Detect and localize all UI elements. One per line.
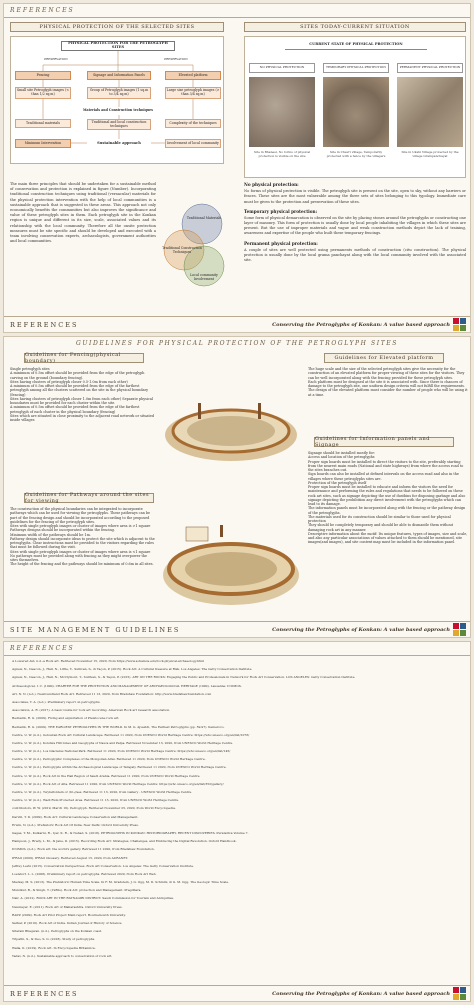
pathway-item: Pathway design should incorporate ideas to protect the site which is adjacent to the petroglyphs. Clear instructions must be provided to the visitors regarding the rules that must be followed during the visit. (10, 536, 155, 550)
flowchart-connectors (11, 37, 225, 165)
signage-guidelines-tag: Guidelines for Information panels and Signage (314, 437, 454, 447)
reference-entry: Centre, U. W. (n.d.). Wadi Rum Protected Area. Retrieved 11 13, 2020, from UNESCO World Heritage Centre. (12, 799, 180, 803)
group-site-node: Group of Petroglyph images (1 sq.m to 3/4 sq.m) (87, 87, 151, 99)
permanent-protection-title: Permanent physical protection: (244, 240, 318, 246)
reference-entry: Bednarik, R. G. (2009). Fixing and exploitation of Pleistocene rock art. (12, 717, 120, 721)
pathway-item: The height of the fencing and the pathways should be minimum of 0.6m in all sites. (10, 562, 154, 567)
reference-entry: A Lowered Aid, n.d.-a Rock art. Retrieved November 15, 2020, from https://www.sohamca.edu/rock-physical-archaeology.html (12, 660, 205, 663)
reference-entry: RAPP. (2009). Rock Art Pilot Project Main report. Bournemouth University. (12, 913, 126, 917)
signage-item: Descriptive information about the motif: Its unique features, types of images, size and scale, and also any particular associations of values attached to them should be mentioned, site images(and images), and site context map must be included in the information panel. (308, 531, 468, 545)
venn-construction-techniques: Traditional Construction Techniques (162, 246, 202, 254)
fencing-item: A minimum of 0.5m offset should be provided from the edge of the farthest petroglyph of each cluster in the physical boundary (fencing) (10, 405, 140, 414)
small-site-node: Small site Petroglyph images (< than 1/2 sq.m) (15, 87, 71, 99)
signage-item: Protection of the petroglyph itself (308, 480, 367, 485)
temporary-protection-text: Some form of physical demarcation is observed on the site by placing stones around the petroglyphs or constructing one layer of masonry. This form of protection is usually done by local people inhabiting the villages in which these sites are present. But the use of improper materials and vague and weak construction methods depict the lack of training, awareness and expertise of the people who built these temporary fencings. (244, 215, 466, 236)
elevated-node: Elevated platform (165, 71, 221, 80)
protection-flowchart (10, 36, 224, 164)
elevated-item: Each platform must be designed at the site it is associated with. Since there is chances of damage to the petroglyph site, one uniform design criteria will not fulfill the requirements. (308, 379, 465, 388)
reference-entry: Loendorf, L. L. (2008). Preliminary report on petroglyphs. Retrieved 2020, from Rock Art Web. (12, 872, 157, 876)
signage-item: Proper sign boards must be installed to educate and inform the visitors the need for maintenance and performing the rules and regulations that needs to be followed on these rock art sites, such as signage depicting the use of dustbins for disposing garbage and also signage depicting the prohibition any direct involvement with the petroglyphs which can lead to its damage. (308, 485, 466, 506)
right-section-tag: SITES TODAY-CURRENT SITUATION (244, 22, 466, 32)
elevated-guidelines-list (308, 367, 468, 431)
intro-paragraph: The main three principles that should be undertaken for a sustainable method of conservation and protection is explained in figure (Number). Incorporating traditional construction techniques using traditional (vernacular) materials for the physical protection intervention with the help of local communities is a sustainable approach that is suggested in these areas. This approach not only economically benefits the communities but also improves the significance and value of these petroglyph sites in them. Each petroglyph site in the Konkan region is unique and different in its size, scale, associated values and its relationship with the local community. Therefore all the onsite protection measures must be site specific and should be developed and executed with a team involving conservation experts, archaeologists, government authorities and local communities. (10, 182, 156, 244)
signage-item: Access and location of the petroglyphs (308, 455, 375, 460)
reference-entry: Centre, U. W. (n.d.). Twyfelfontein or /Ui-//aes. Retrieved 11 13, 2020, from Gallery - UNESCO World Heritage Centre. (12, 791, 193, 794)
reference-entry: Neumayer, E. (2011). Rock Art of Maharashtra. Oxford University Press. (12, 905, 123, 909)
fencing-item: Sites having clusters of petroglyph closer 1.0m from each other) Separate physical boundaries must be provided for each cluster within the site. (10, 396, 154, 405)
panel-header (4, 4, 470, 18)
footer-label: REFERENCES (10, 989, 79, 998)
signage-guidelines-list (308, 451, 468, 619)
panel-header (4, 337, 470, 350)
protection-types-text (244, 182, 466, 314)
signage-item: Signage should be installed mostly for: (308, 451, 376, 455)
left-section-tag: PHYSICAL PROTECTION OF THE SELECTED SITES (10, 22, 224, 32)
reference-entry: Agnew, N., Deacon, J., Hall, N., McClymont, T., Sullivan, S., & Taçon, P. (2015). ART ON THE ROCKS: Engaging the Public and Professionals in Network for Rock Art Conservation. LOS ANGELES: Getty Conservation Institute. (12, 676, 356, 680)
signage-item: Proper sign boards must be installed to direct the visitors to the site, preferably starting from the nearest main roads (National and state highways) from where the access road to the sites branches out. (308, 459, 464, 472)
signage-item: They should be completely temporary and should be able to dismantle them without damaging rock art in any manner. (308, 523, 454, 532)
permanent-protection-text: A couple of sites are well protected using permanents methods of construction (citu construction). The physical protection is usually done by the local grama panchayat along with the local community involved with the associated site. (244, 247, 466, 263)
section-title: REFERENCES (10, 645, 75, 652)
elevated-item: The huge scale and the size of the selected petroglyph sites give the necessity for the construction of an elevated platform for proper viewing of these sites for the visitors. They can be well incorporated along with the fencing provided for these petroglyph sites. (308, 367, 465, 380)
panel-footer (4, 621, 470, 637)
elevated-platform-render (158, 497, 304, 621)
panel-footer (4, 985, 470, 1001)
current-state-title: CURRENT STATE OF PHYSICAL PROTECTION (285, 41, 427, 50)
reference-entry: Tripathi, S., & Deo, S. G. (2018). Study of petroglyphs. (12, 938, 96, 942)
reference-entry: Centre, U. W. (n.d.). Los Glaciares National Park. Retrieved 11 2020, from UNESCO World Heritage Centre: https://whc.unesco.org/en/list/145/ (12, 750, 231, 754)
reference-entry: Sitaram Bhagwan. (n.d.). Petroglyphs on the Konkan coast. (12, 930, 103, 934)
poster-subtitle: Conserving the Petroglyphs of Konkan: A value based approach (272, 321, 450, 328)
reference-entry: Agnew, N., Deacon, J., Hall, N., Little, T., Sullivan, S., & Taçon, P. (2015). Rock Art: A Cultural treasure at Risk. Los Angeles: The Getty Conservation Institute. (12, 668, 253, 672)
fenced-platform-render (158, 363, 304, 493)
reference-list (12, 660, 464, 982)
footer-label: REFERENCES (10, 320, 79, 329)
section-title: REFERENCES (10, 7, 75, 14)
fencing-guidelines-list (10, 367, 156, 463)
reference-entry: Hampson, J., Brady, L. M., & Jane, D. (2015). Recording Rock Art: Strategies, Challenges, and Embracing the Digital Revolution. Oxford Handbook. (12, 840, 237, 844)
reference-entry: Mackay, M. S. (2013). The Prehistoric Human Time Scale. In F. M. Gradstein, J. G. Ogg, M. D. Schmitz, & G. M. Ogg, The Geologic Time Scale. (12, 881, 229, 885)
poster-subtitle: Conserving the Petroglyphs of Konkan: A value based approach (272, 990, 450, 997)
pathway-item: Sites with single petroglyph images or cluster of images where area is <1 square (10, 549, 151, 554)
reference-entry: Nair, A. (2012). ROCK ART IN THE RATNAGIRI DISTRICT. Saudi Commission for Tourism and Antiquities. (12, 897, 175, 901)
references-panel (3, 641, 471, 1002)
flowchart-title: PHYSICAL PROTECTION FOR THE PETROGLYPH SITES (61, 41, 175, 51)
sustainable-approach-node: Sustainable approach (97, 140, 141, 145)
venn-community-involvement: Local community Involvement (190, 273, 218, 281)
footer-label: SITE MANAGEMENT GUIDELINES (10, 625, 181, 634)
section-title: GUIDELINES FOR PHYSICAL PROTECTION OF THE PETROGLYPH SITES (75, 340, 398, 347)
reference-entry: contributors, W. W. (2019, March 16). Petroglyph. Retrieved November 25, 2020, from World Encyclopedia. (12, 807, 176, 811)
fencing-node: Fencing (15, 71, 71, 80)
temporary-protection-caption: Site in Chavri village, Temporarily protected with a fence by the villagers (326, 150, 386, 158)
reference-entry: Association, A. R. (2017). A basic Guide for rock art recording. American Rock art research association. (12, 709, 171, 713)
panel-header (4, 642, 470, 656)
no-protection-label: NO PHYSICAL PROTECTION (249, 63, 315, 73)
reference-entry: Bednarik, R. G. (2009). THE EARLIEST PETROGLYPHS IN THE WORLD. In M. G. Ajvazidi, The Earliest Petroglyphs (pp. 59-97). Kemerovo. (12, 725, 225, 729)
reference-entry: Centre, U. W. (n.d.). Rock Art in the Hail Region of Saudi Arabia. Retrieved 11 2020, from UNESCO World Heritage Centre. (12, 774, 201, 778)
reference-entry: Centre, U. W. (n.d.). Petroglyphs within the Archaeological Landscape of Tamgaly. Retrieved 11 2020, from UNESCO World Heritage Centre. (12, 766, 227, 770)
fencing-item: Single petroglyph sites (10, 367, 50, 371)
temporary-protection-photo (323, 77, 389, 147)
reference-entry: Jeffrey Levin (2015). Conservation Perspectives. Rock Art Conservation. Los Angeles: The Getty Conservation Institute. (12, 864, 194, 868)
preservation-label: PRESERVATION (44, 57, 68, 62)
elevated-guidelines-tag: Guidelines for Elevated platform (324, 353, 444, 363)
signage-item: Sign boards can also be installed at defined intervals on the access road and also in the villages where these petroglyphs sites are. (308, 472, 459, 481)
physical-protection-panel (3, 3, 471, 333)
reference-entry: Walia, K. (2019). Rock Art. In Encyclopedia Britannica. (12, 946, 96, 950)
preservation-label-2: PRESERVATION (164, 57, 188, 62)
permanent-protection-caption: Site in Ukshi Village protected by the village Grampanchayat (401, 150, 459, 158)
traditional-materials-node: Traditional materials (15, 119, 71, 128)
panel-footer (4, 316, 470, 332)
no-protection-title: No physical protection: (244, 182, 299, 187)
fencing-guidelines-tag: Guidelines for Fencing(physical boundary) (24, 353, 144, 363)
pathway-guidelines-list (10, 507, 156, 619)
reference-entry: Sarkar, P. (2010). Rock Art of India. Indian Journal of History of Science. (12, 922, 123, 925)
brand-palette-icon (453, 318, 466, 331)
reference-entry: ICOMOS. (n.d.). Rock art: the world's gallery. Retrieved 11 2020, from Bradshaw Foundation. (12, 848, 155, 852)
elevated-item: The design of the elevated platform must consider the number of people who will be using it at a time. (308, 388, 468, 397)
fencing-item: A minimum of 0.5m offset should be provided from the edge of the farthest petroglyph among all the clusters scattered on the site in the physical boundary (fencing) (10, 384, 149, 397)
permanent-protection-photo (397, 77, 463, 147)
reference-entry: Centre, U. W. (n.d.). Gobustan Rock Art Cultural Landscape. Retrieved 11 2020, from UNESCO World Heritage Centre: https://whc.unesco.org/en/list/1076/ (12, 733, 250, 737)
community-involvement-node: Involvement of local community (165, 139, 221, 148)
venn-traditional-materials: Traditional Materials (186, 216, 222, 221)
reference-entry: Associates, T. A. (n.d.). Preliminary report on petroglyphs. (12, 700, 101, 704)
minimum-intervention-node: Minimum Intervention (15, 139, 71, 148)
pathway-guidelines-tag: Guidelines for Pathways around the sites for viewing (24, 493, 154, 503)
traditional-techniques-node: Traditional and local construction techniques (87, 119, 151, 130)
materials-node: Materials and Construction techniques (83, 108, 153, 113)
current-state-box (244, 36, 466, 178)
reference-entry: Erwin, N. (n.d.). Prehistoric Rock Art Of India. New Delhi: Oxford University Press. (12, 823, 139, 827)
complexity-node: Complexity of the techniques (165, 119, 221, 128)
no-protection-caption: Site in Bhanesi, No forms of physical protection is visible on the site (253, 150, 311, 158)
pathway-item: Minimum width of the pathways should be 1m. (10, 532, 91, 537)
signage-item: The materials used for its construction should be similar to those used for physical protection (308, 514, 451, 523)
reference-entry: Centre, U. W. (n.d.). Rock Art of Alta. Retrieved 11 2020, from UNESCO World Heritage Centre: https://whc.unesco.org/en/list/352/gallery/ (12, 782, 224, 786)
reference-entry: Centre, U. W. (n.d.). Kondwa Hill Lines and Geoglyphs of Nasca and Palpa. Retrieved November 13, 2020, from UNESCO World Heritage Centre. (12, 741, 234, 745)
reference-entry: IFRAO (2009). IFRAO Glossary. Retrieved August 15, 2020, from AURANET. (12, 856, 129, 860)
no-protection-text: No forms of physical protection is visible. The petroglyph site is present on the site, open to sky, without any barriers or fences. These sites are the most vulnerable among the three sets of sites belonging to this typology. Immediate care must be given to the protection and preservation of these sites. (244, 189, 466, 204)
pathway-item: The construction of the physical boundaries can be integrated to incorporate pathways which can be used for viewing the petroglyphs. These pathways can be part of the fencing design and should be incorporated according to the proposed guidelines for the fencing of the petroglyph sites. (10, 507, 151, 524)
reference-entry: Darvill, T. D. (2009). Rock Art: Cultural Landscape Conservation and Management. (12, 815, 139, 819)
fencing-item: Sites which are situated in close proximity to the adjacent road network or situated inside villages (10, 413, 155, 422)
permanent-protection-label: PERMANENT PHYSICAL PROTECTION (397, 63, 463, 73)
pathway-item: Pathways designs should be incorporated within the fencing. (10, 528, 115, 533)
brand-palette-icon (453, 623, 466, 636)
reference-entry: Mundkur, B., & Singh, T. (1980s). Rock Art: protection and Management. Pragdhara. (12, 889, 142, 893)
signage-item: The information panels must be incorporated along with the fencing or the pathway design of the petroglyphs. (308, 506, 466, 515)
reference-entry: Archaeological, I. C. (1990). CHARTER FOR THE PROTECTION AND MANAGEMENT OF ARCHAEOLOGICAL HERITAGE (1990). Lausanne: ICOMOS. (12, 684, 242, 688)
reference-entry: Centre, U. W. (n.d.). Petroglyphic Complexes of the Mongolian Altai. Retrieved 11 2020, from UNESCO World Heritage Centre. (12, 758, 206, 762)
reference-entry: Yadav, N. (n.d.). Sustainable approach to conservation of rock art. (12, 954, 113, 958)
signage-node: Signage and Information Panels (87, 71, 151, 80)
brand-palette-icon (453, 987, 466, 1000)
temporary-protection-title: Temporary physical protection: (244, 208, 318, 214)
temporary-protection-label: TEMPORARY PHYSICAL PROTECTION (323, 63, 389, 73)
guidelines-panel (3, 336, 471, 638)
large-site-node: Large size petroglyph images (> than 3/4 sq.m) (165, 87, 221, 99)
pathway-item: No pathways must be provided along with fencing as they might overpower the sites themselves. (10, 553, 148, 562)
reference-entry: Art, N. N. (n.d.). Newfoundland Rock Art. Retrieved 11 13, 2020, from Bradshaw Foundation: http://www.bradshawfoundation.com (12, 692, 212, 696)
poster-subtitle: Conserving the Petroglyphs of Konkan: A value based approach (272, 626, 450, 633)
no-protection-photo (249, 77, 315, 147)
pathway-item: Sites with single petroglyph images or cluster of images where area is >1 square (10, 524, 151, 528)
reference-entry: Gagas, T. M., Kulkarni, R., Iyer, K. R., & Nehad, S. (2018). PETROGLYPHS IN KONKAN: HISTORIOGRAPHY, RECENT DISCOVERIES. Puratattva Volume 7. (12, 831, 249, 835)
fencing-item: A minimum of 0.5m offset should be provided from the edge of the petroglyph carving on the ground (boundary fencing). (10, 371, 145, 380)
fencing-item: Sites having clusters of petroglyph closer 0.5-1.0m from each other) (10, 379, 128, 384)
